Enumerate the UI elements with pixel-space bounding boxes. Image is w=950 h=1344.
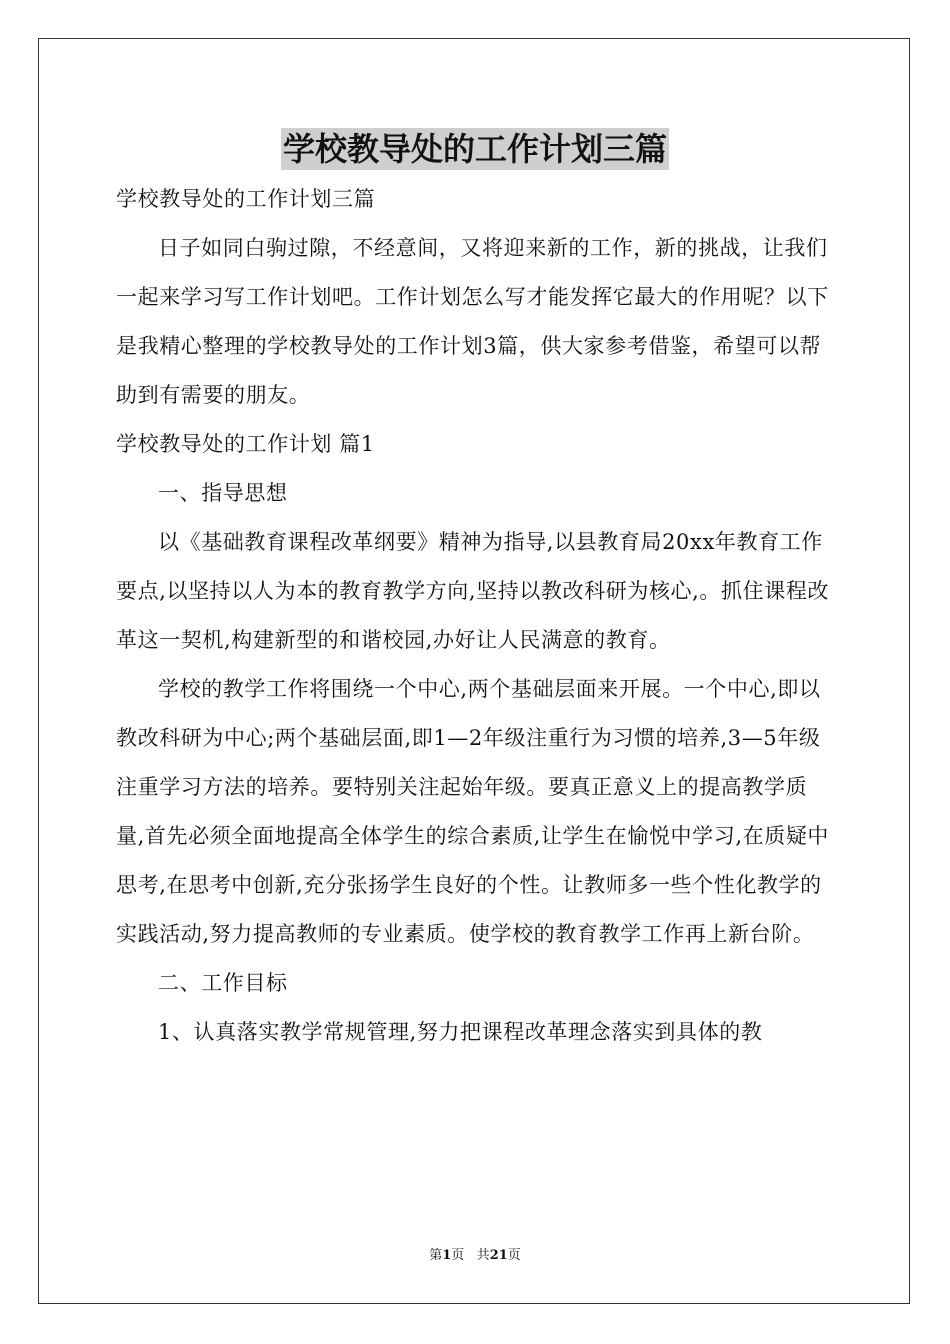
title-container xyxy=(0,128,950,170)
paragraph-goal-1: 1、认真落实教学常规管理,努力把课程改革理念落实到具体的教 xyxy=(158,1020,763,1044)
paragraph-subtitle: 学校教导处的工作计划三篇 xyxy=(116,187,376,211)
paragraph-intro: 日子如同白驹过隙，不经意间，又将迎来新的工作，新的挑战，让我们一起来学习写工作计划吧。工作计划怎么写才能发挥它最大的作用呢？以下是我精心整理的学校教导处的工作计划3篇，供大家参考借鉴，希望可以帮助到有需要的朋友。 xyxy=(116,236,829,407)
heading-work-goals: 二、工作目标 xyxy=(158,971,288,995)
footer-total-prefix: 共 xyxy=(476,1248,490,1263)
paragraph-teaching-work: 学校的教学工作将围绕一个中心,两个基础层面来开展。一个中心,即以教改科研为中心;两个基础层面,即1—2年级注重行为习惯的培养,3—5年级注重学习方法的培养。要特别关注起始年级。要真正意义上的提高教学质量,首先必须全面地提高全体学生的综合素质,让学生在愉悦中学习,在质疑中思考,在思考中创新,充分张扬学生良好的个性。让教师多一些个性化教学的实践活动,努力提高教师的专业素质。使学校的教育教学工作再上新台阶。 xyxy=(116,677,830,946)
section-heading-plan-1: 学校教导处的工作计划 篇1 xyxy=(116,432,375,456)
footer-total-suffix: 页 xyxy=(507,1248,521,1263)
document-title: 学校教导处的工作计划三篇 xyxy=(282,130,667,168)
document-body xyxy=(116,175,836,1057)
footer-page-prefix: 第 xyxy=(429,1248,443,1263)
heading-guiding-ideology: 一、指导思想 xyxy=(158,481,288,505)
footer-total-pages: 21 xyxy=(489,1248,508,1263)
page-footer xyxy=(0,1246,950,1266)
footer-page-suffix: 页 xyxy=(451,1248,465,1263)
paragraph-guiding-ideology: 以《基础教育课程改革纲要》精神为指导,以县教育局20xx年教育工作要点,以坚持以人为本的教育教学方向,坚持以教改科研为核心,。抓住课程改革这一契机,构建新型的和谐校园,办好让人民满意的教育。 xyxy=(116,530,830,652)
footer-page-number: 1 xyxy=(442,1248,452,1263)
